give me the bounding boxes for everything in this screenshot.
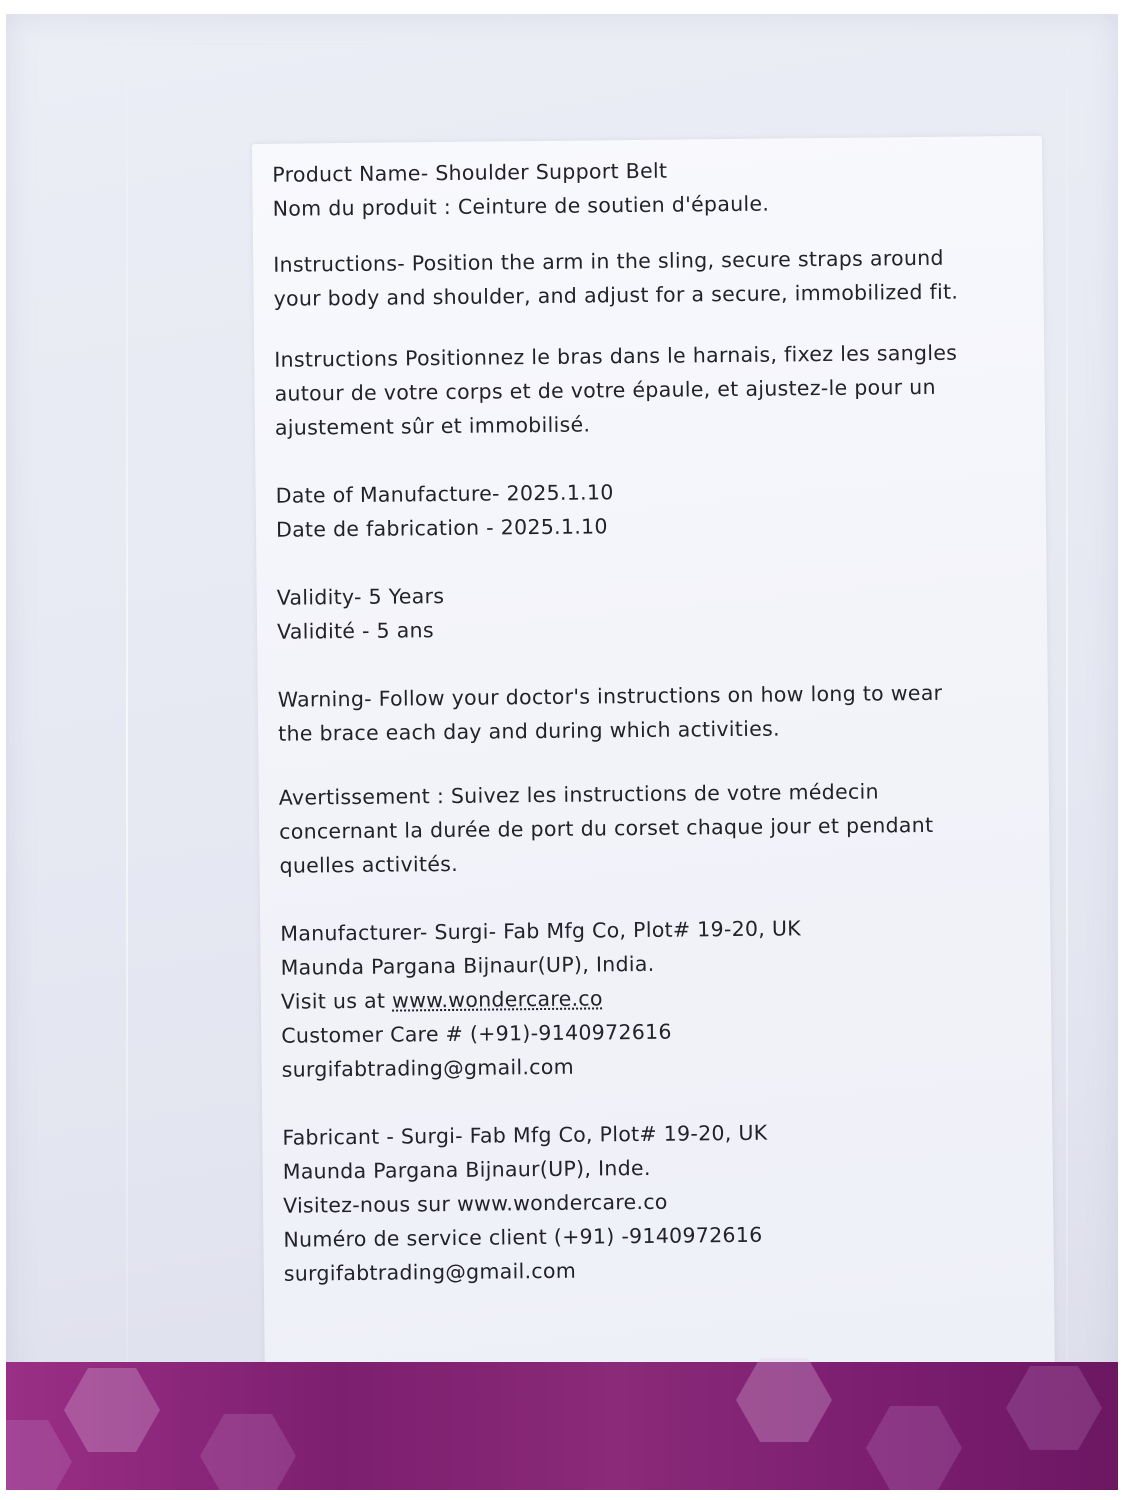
- hexagon-decoration: [866, 1406, 962, 1490]
- email-fr: surgifabtrading@gmail.com: [283, 1258, 577, 1286]
- package-background: [6, 14, 1118, 1490]
- validity-block: [277, 573, 1028, 649]
- validity-fr: Validité - 5 ans: [276, 618, 435, 644]
- product-label: [252, 136, 1055, 1386]
- hexagon-decoration: [6, 1420, 72, 1490]
- manufacturer-fr-block: [282, 1113, 1034, 1291]
- manufacturer-en-line: Maunda Pargana Bijnaur(UP), India.: [280, 951, 655, 980]
- manufacturer-en-line: Manufacturer- Surgi- Fab Mfg Co, Plot# 19-20, UK: [280, 916, 802, 946]
- warning-fr-line: Avertissement : Suivez les instructions de votre médecin: [278, 779, 879, 810]
- manufacture-date-en: Date of Manufacture- 2025.1.10: [275, 480, 614, 508]
- customer-care-fr: Numéro de service client (+91) -9140972616: [283, 1222, 763, 1252]
- manufacture-date-block: [276, 471, 1027, 547]
- hexagon-decoration: [736, 1358, 832, 1442]
- warning-en-block: [278, 675, 1029, 751]
- instructions-fr-line: ajustement sûr et immobilisé.: [274, 412, 591, 440]
- manufacturer-en-block: [280, 909, 1032, 1087]
- product-name-fr: Nom du produit : Ceinture de soutien d'épaule.: [272, 191, 770, 221]
- visit-fr: Visitez-nous sur www.wondercare.co: [282, 1189, 668, 1218]
- manufacturer-fr-line: Maunda Pargana Bijnaur(UP), Inde.: [282, 1155, 651, 1184]
- visit-en-prefix: Visit us at: [280, 988, 393, 1014]
- instructions-fr-line: autour de votre corps et de votre épaule, et ajustez-le pour un: [274, 374, 936, 406]
- instructions-fr-block: [274, 335, 1025, 445]
- label-text: [272, 150, 1034, 1318]
- manufacture-date-fr: Date de fabrication - 2025.1.10: [275, 514, 608, 542]
- email-en: surgifabtrading@gmail.com: [281, 1054, 575, 1082]
- website-link[interactable]: www.wondercare.co: [391, 986, 603, 1013]
- manufacturer-fr-line: Fabricant - Surgi- Fab Mfg Co, Plot# 19-20, UK: [282, 1120, 768, 1150]
- warning-fr-line: quelles activités.: [279, 851, 459, 878]
- package-crease: [126, 14, 128, 1490]
- customer-care-en: Customer Care # (+91)-9140972616: [281, 1019, 672, 1048]
- hexagon-decoration: [64, 1368, 160, 1452]
- warning-en-line: Warning- Follow your doctor's instructions on how long to wear: [277, 680, 943, 712]
- package-crease: [1066, 14, 1068, 1490]
- validity-en: Validity- 5 Years: [276, 584, 445, 610]
- warning-en-line: the brace each day and during which activities.: [278, 716, 781, 746]
- product-name-en: Product Name- Shoulder Support Belt: [272, 158, 668, 187]
- instructions-en-line: your body and shoulder, and adjust for a secure, immobilized fit.: [273, 279, 959, 311]
- product-name-block: [272, 150, 1023, 226]
- instructions-fr-line: Instructions Positionnez le bras dans le harnais, fixez les sangles: [274, 340, 958, 372]
- hexagon-decoration: [1006, 1366, 1102, 1450]
- warning-fr-block: [279, 773, 1030, 883]
- purple-hexagon-band: [6, 1362, 1118, 1490]
- hexagon-decoration: [200, 1414, 296, 1490]
- instructions-en-line: Instructions- Position the arm in the sling, secure straps around: [273, 245, 944, 277]
- instructions-en-block: [273, 240, 1024, 316]
- warning-fr-line: concernant la durée de port du corset chaque jour et pendant: [279, 812, 934, 844]
